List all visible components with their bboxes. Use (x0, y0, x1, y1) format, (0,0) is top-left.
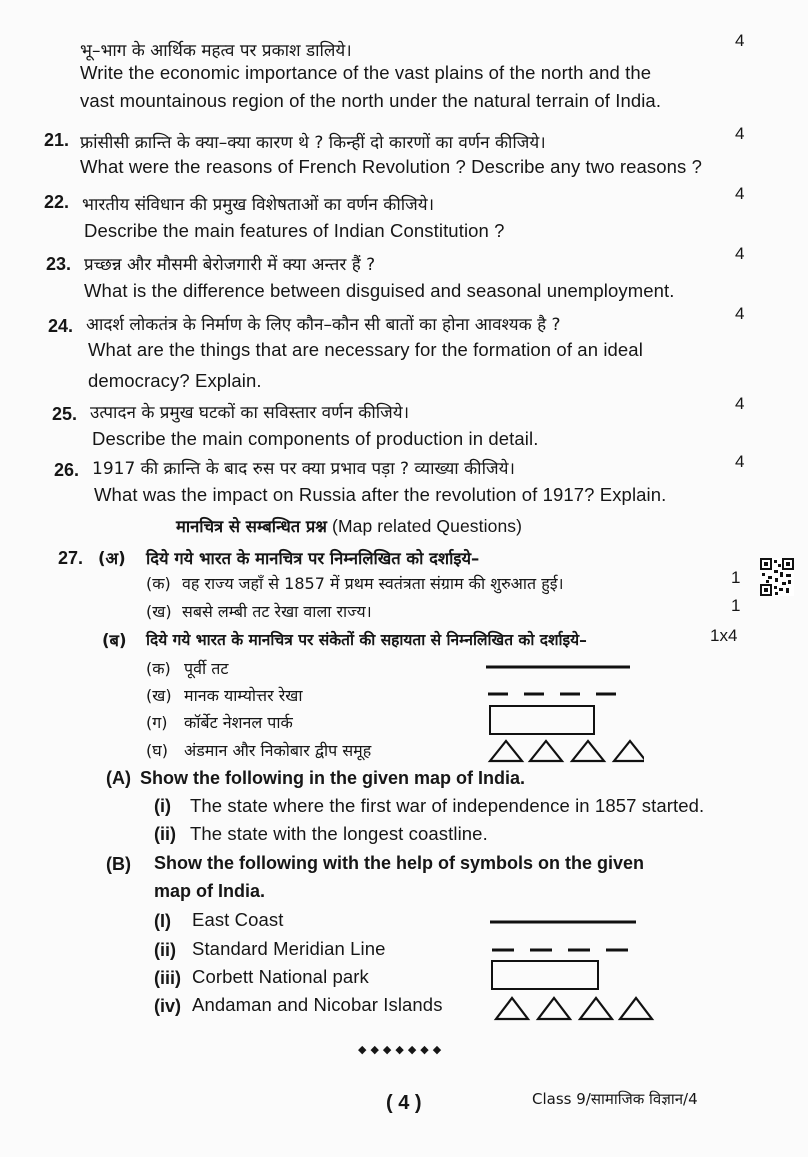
question-marks: 4 (735, 124, 745, 143)
question-english: Describe the main components of production in detail. (92, 428, 539, 449)
question-english: What was the impact on Russia after the revolution of 1917? Explain. (94, 484, 667, 505)
part-b-marks: 1x4 (710, 626, 738, 645)
question-english: What are the things that are necessary for the formation of an ideal (88, 339, 643, 360)
rectangle-symbol (490, 706, 594, 734)
part-a-item-text: सबसे लम्बी तट रेखा वाला राज्य। (182, 602, 372, 621)
part-a-item-marks: 1 (731, 596, 741, 615)
part-B-item-label: (iv) (154, 996, 181, 1016)
question-marks: 4 (735, 394, 745, 413)
part-a-item-label: (ख) (146, 602, 172, 621)
part-b-instruction: दिये गये भारत के मानचित्र पर संकेतों की सहायता से निम्नलिखित को दर्शाइये– (146, 631, 587, 649)
question-number: 24. (48, 316, 74, 336)
rectangle-symbol (492, 961, 598, 989)
map-section-heading (176, 514, 522, 537)
question-marks: 4 (735, 304, 745, 323)
question-number: 21. (44, 130, 70, 150)
part-b-item-text: मानक याम्योत्तर रेखा (184, 686, 303, 705)
part-a-label: (अ) (98, 549, 126, 568)
header-marks: 4 (735, 31, 745, 50)
question-english: Describe the main features of Indian Constitution ? (84, 220, 505, 241)
question-marks: 4 (735, 452, 745, 471)
question-marks: 4 (735, 244, 745, 263)
part-a-item-text: वह राज्य जहाँ से 1857 में प्रथम स्वतंत्रता संग्राम की शुरुआत हुई। (182, 574, 564, 593)
part-b-item-label: (ग) (146, 713, 168, 732)
end-ornament: ◆◆◆◆◆◆◆ (358, 1043, 446, 1056)
part-B-instruction-2: map of India. (154, 881, 266, 901)
question-number: 25. (52, 404, 78, 424)
part-A-item-text: The state with the longest coastline. (190, 823, 488, 844)
part-B-item-text: Standard Meridian Line (192, 938, 386, 959)
part-a-item-marks: 1 (731, 568, 741, 587)
question-marks: 4 (735, 184, 745, 203)
triangle-symbol (490, 741, 644, 761)
part-a-instruction: दिये गये भारत के मानचित्र पर निम्नलिखित को दर्शाइये– (146, 549, 480, 568)
part-b-label: (ब) (102, 631, 127, 650)
part-B-item-text: Andaman and Nicobar Islands (192, 994, 443, 1015)
part-b-item-label: (क) (146, 659, 171, 678)
part-B-label: (B) (106, 854, 131, 874)
header-question-hindi: भू–भाग के आर्थिक महत्व पर प्रकाश डालिये। (80, 41, 352, 61)
part-B-item-text: Corbett National park (192, 966, 369, 987)
part-B-item-label: (I) (154, 911, 171, 931)
header-question-english-2: vast mountainous region of the north under the natural terrain of India. (80, 90, 662, 111)
part-B-item-text: East Coast (192, 909, 284, 930)
part-a-item-label: (क) (146, 574, 171, 593)
part-b-item-label: (ख) (146, 686, 172, 705)
triangle-symbol (496, 998, 652, 1019)
part-A-item-text: The state where the first war of independence in 1857 started. (190, 795, 705, 816)
map-heading-english: (Map related Questions) (332, 516, 523, 536)
question-number: 22. (44, 192, 70, 212)
part-B-instruction-1: Show the following with the help of symbols on the given (154, 853, 644, 873)
question-hindi: भारतीय संविधान की प्रमुख विशेषताओं का वर्णन कीजिये। (82, 195, 435, 215)
question-hindi: फ्रांसीसी क्रान्ति के क्या–क्या कारण थे ? किन्हीं दो कारणों का वर्णन कीजिये। (80, 133, 546, 153)
part-A-instruction: Show the following in the given map of India. (140, 768, 525, 788)
question-hindi: प्रच्छन्न और मौसमी बेरोजगारी में क्या अन्तर हैं ? (84, 255, 376, 275)
question-hindi: 1917 की क्रान्ति के बाद रुस पर क्या प्रभाव पड़ा ? व्याख्या कीजिये। (92, 459, 515, 479)
hindi-map-symbols (484, 660, 644, 770)
part-A-label: (A) (106, 768, 131, 788)
map-heading-hindi: मानचित्र से सम्बन्धित प्रश्न (176, 517, 327, 536)
part-B-item-label: (ii) (154, 940, 176, 960)
part-b-item-text: कॉर्बेट नेशनल पार्क (184, 713, 293, 732)
part-A-item-label: (i) (154, 796, 171, 816)
english-map-symbols (488, 914, 658, 1026)
page-number: ( 4 ) (386, 1092, 422, 1114)
question-number: 23. (46, 254, 72, 274)
header-question-english-1: Write the economic importance of the vast plains of the north and the (80, 62, 652, 83)
question-hindi: उत्पादन के प्रमुख घटकों का सविस्तार वर्णन कीजिये। (90, 403, 410, 423)
qr-code-icon (760, 558, 794, 596)
part-b-item-label: (घ) (146, 741, 168, 760)
question-number: 26. (54, 460, 80, 480)
part-b-item-text: अंडमान और निकोबार द्वीप समूह (184, 741, 372, 760)
part-B-item-label: (iii) (154, 968, 181, 988)
part-b-item-text: पूर्वी तट (184, 659, 229, 678)
part-A-item-label: (ii) (154, 824, 176, 844)
question-english: What is the difference between disguised and seasonal unemployment. (84, 280, 675, 301)
question-hindi: आदर्श लोकतंत्र के निर्माण के लिए कौन–कौन सी बातों का होना आवश्यक है ? (86, 315, 561, 335)
class-subject-footer: Class 9/सामाजिक विज्ञान/4 (532, 1090, 698, 1108)
question-number: 27. (58, 548, 84, 568)
question-english: What were the reasons of French Revolution ? Describe any two reasons ? (80, 156, 703, 177)
question-english-continued: democracy? Explain. (88, 370, 262, 391)
